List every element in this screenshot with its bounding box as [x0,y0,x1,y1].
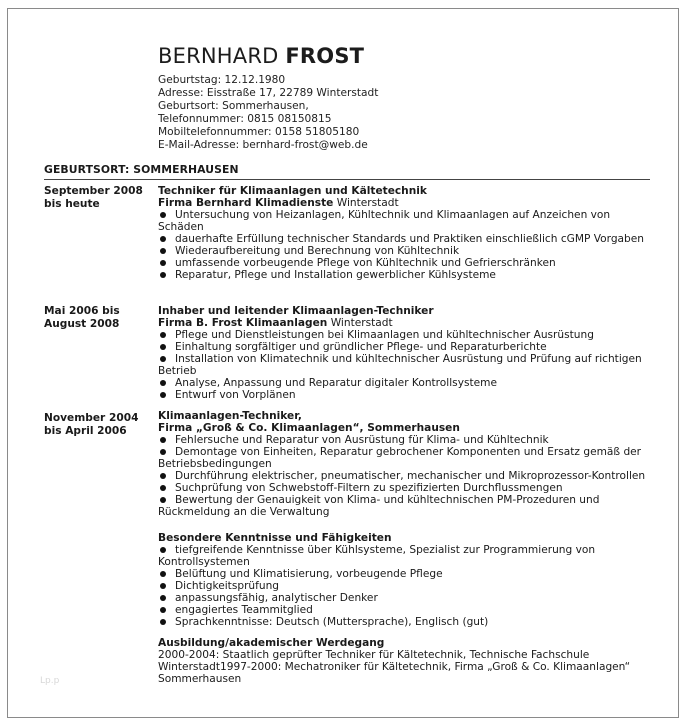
job-entry [158,305,650,401]
watermark: Lp.p [40,676,60,686]
job-period: November 2004 bis April 2006 [44,412,139,437]
job-period: September 2008 bis heute [44,185,143,210]
contact-birthday: Geburtstag: 12.12.1980 [158,74,286,86]
company-name: Firma B. Frost Klimaanlagen [158,317,328,329]
contact-address: Adresse: Eisstraße 17, 22789 Winterstadt [158,87,379,99]
job-company [158,317,650,329]
list-item: Entwurf von Vorplänen [158,389,650,401]
list-item: umfassende vorbeugende Pflege von Kühltechnik und Gefrierschränken [158,257,650,269]
job-title: Klimaanlagen-Techniker, [158,410,302,422]
list-item: Analyse, Anpassung und Reparatur digitaler Kontrollsysteme [158,377,650,389]
last-name: FROST [285,44,365,68]
list-item: anpassungsfähig, analytischer Denker [158,592,650,604]
company-location: Winterstadt [327,317,393,329]
list-item: Suchprüfung von Schwebstoff-Filtern zu spezifizierten Durchflussmengen [158,482,650,494]
list-item: engagiertes Teammitglied [158,604,650,616]
list-item: tiefgreifende Kenntnisse über Kühlsysteme, Spezialist zur Programmierung von Kontrollsystemen [158,544,650,568]
education-section [158,637,650,685]
first-name: BERNHARD [158,44,279,68]
list-item: Fehlersuche und Reparatur von Ausrüstung für Klima- und Kühltechnik [158,434,650,446]
list-item: Wiederaufbereitung und Berechnung von Kühltechnik [158,245,650,257]
job-entry [158,410,650,518]
job-company [158,197,650,209]
company-name: Firma „Groß & Co. Klimaanlagen“, Sommerhausen [158,422,460,434]
company-name: Firma Bernhard Klimadienste [158,197,334,209]
section-heading: GEBURTSORT: SOMMERHAUSEN [44,163,239,176]
list-item: Dichtigkeitsprüfung [158,580,650,592]
list-item: Untersuchung von Heizanlagen, Kühltechnik und Klimaanlagen auf Anzeichen von Schäden [158,209,650,233]
job-entry [158,185,650,281]
education-line: Winterstadt1997-2000: Mechatroniker für Kältetechnik, Firma „Groß & Co. Klimaanlagen“ [158,661,631,673]
list-item: dauerhafte Erfüllung technischer Standards und Praktiken einschließlich cGMP Vorgaben [158,233,650,245]
list-item: Sprachkenntnisse: Deutsch (Muttersprache), Englisch (gut) [158,616,650,628]
company-location: Winterstadt [333,197,399,209]
list-item: Einhaltung sorgfältiger und gründlicher Pflege- und Reparaturberichte [158,341,650,353]
list-item: Installation von Klimatechnik und kühltechnischer Ausrüstung und Prüfung auf richtigen Betrieb [158,353,650,377]
skills-section [158,532,650,628]
section-divider [44,179,650,180]
contact-phone: Telefonnummer: 0815 08150815 [158,113,332,125]
job-company [158,422,650,434]
contact-mobile: Mobiltelefonnummer: 0158 51805180 [158,126,360,138]
job-title: Techniker für Klimaanlagen und Kältetechnik [158,185,427,197]
list-item: Reparatur, Pflege und Installation gewerblicher Kühlsysteme [158,269,650,281]
list-item: Durchführung elektrischer, pneumatischer, mechanischer und Mikroprozessor-Kontrollen [158,470,650,482]
list-item: Pflege und Dienstleistungen bei Klimaanlagen und kühltechnischer Ausrüstung [158,329,650,341]
skills-title: Besondere Kenntnisse und Fähigkeiten [158,532,392,544]
list-item: Belüftung und Klimatisierung, vorbeugende Pflege [158,568,650,580]
education-line: 2000-2004: Staatlich geprüfter Techniker für Kältetechnik, Technische Fachschule [158,649,590,661]
applicant-name [158,44,364,68]
job-period: Mai 2006 bis August 2008 [44,305,120,330]
job-title: Inhaber und leitender Klimaanlagen-Techniker [158,305,434,317]
education-title: Ausbildung/akademischer Werdegang [158,637,385,649]
list-item: Bewertung der Genauigkeit von Klima- und kühltechnischen PM-Prozeduren und Rückmeldung an die Verwaltung [158,494,650,518]
contact-email: E-Mail-Adresse: bernhard-frost@web.de [158,139,368,151]
contact-details [158,74,378,152]
education-line: Sommerhausen [158,673,242,685]
list-item: Demontage von Einheiten, Reparatur gebrochener Komponenten und Ersatz gemäß der Betriebsbedingungen [158,446,650,470]
contact-birthplace: Geburtsort: Sommerhausen, [158,100,309,112]
